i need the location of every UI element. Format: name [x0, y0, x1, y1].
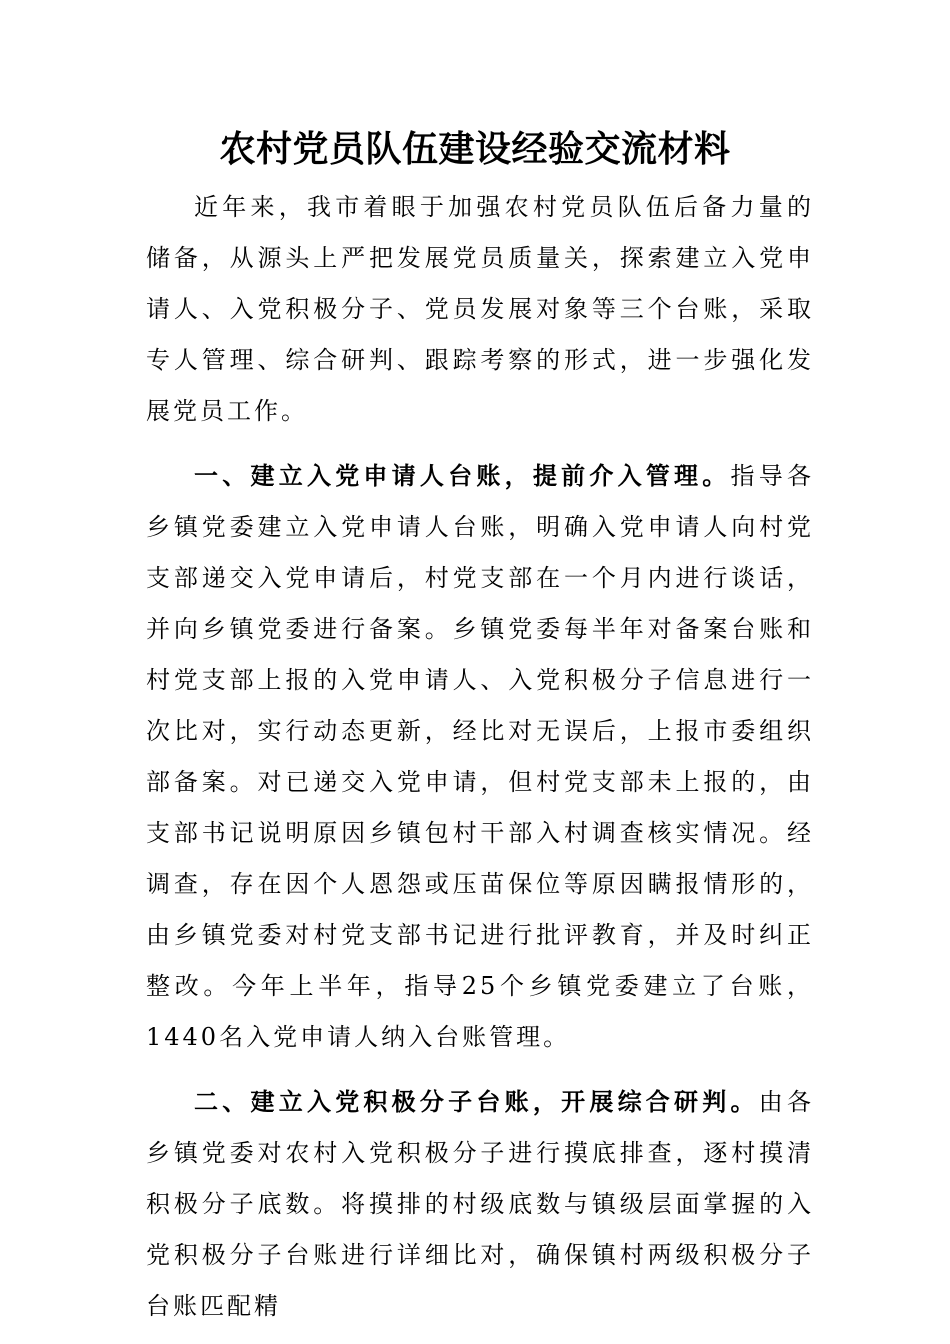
document-title: 农村党员队伍建设经验交流材料 [219, 129, 731, 170]
section-2-heading: 二、建立入党积极分子台账，开展综合研判。 [194, 1088, 759, 1116]
document-body [146, 182, 814, 1332]
intro-paragraph: 近年来，我市着眼于加强农村党员队伍后备力量的储备，从源头上严把发展党员质量关，探索建立入党申请人、入党积极分子、党员发展对象等三个台账，采取专人管理、综合研判、跟踪考察的形式，进一步强化发展党员工作。 [146, 193, 814, 425]
section-1-heading: 一、建立入党申请人台账，提前介入管理。 [194, 462, 731, 490]
section-1-paragraph [146, 451, 814, 1063]
section-2-body: 由各乡镇党委对农村入党积极分子进行摸底排查，逐村摸清积极分子底数。将摸排的村级底数与镇级层面掌握的入党积极分子台账进行详细比对，确保镇村两级积极分子台账匹配精 [146, 1088, 815, 1320]
section-2-paragraph [146, 1077, 814, 1332]
section-1-body: 指导各乡镇党委建立入党申请人台账，明确入党申请人向村党支部递交入党申请后，村党支部在一个月内进行谈话，并向乡镇党委进行备案。乡镇党委每半年对备案台账和村党支部上报的入党申请人、入党积极分子信息进行一次比对，实行动态更新，经比对无误后，上报市委组织部备案。对已递交入党申请，但村党支部未上报的，由支部书记说明原因乡镇包村干部入村调查核实情况。经调查，存在因个人恩怨或压苗保位等原因瞒报情形的，由乡镇党委对村党支部书记进行批评教育，并及时纠正整改。今年上半年，指导25个乡镇党委建立了台账，1440名入党申请人纳入台账管理。 [146, 462, 815, 1051]
